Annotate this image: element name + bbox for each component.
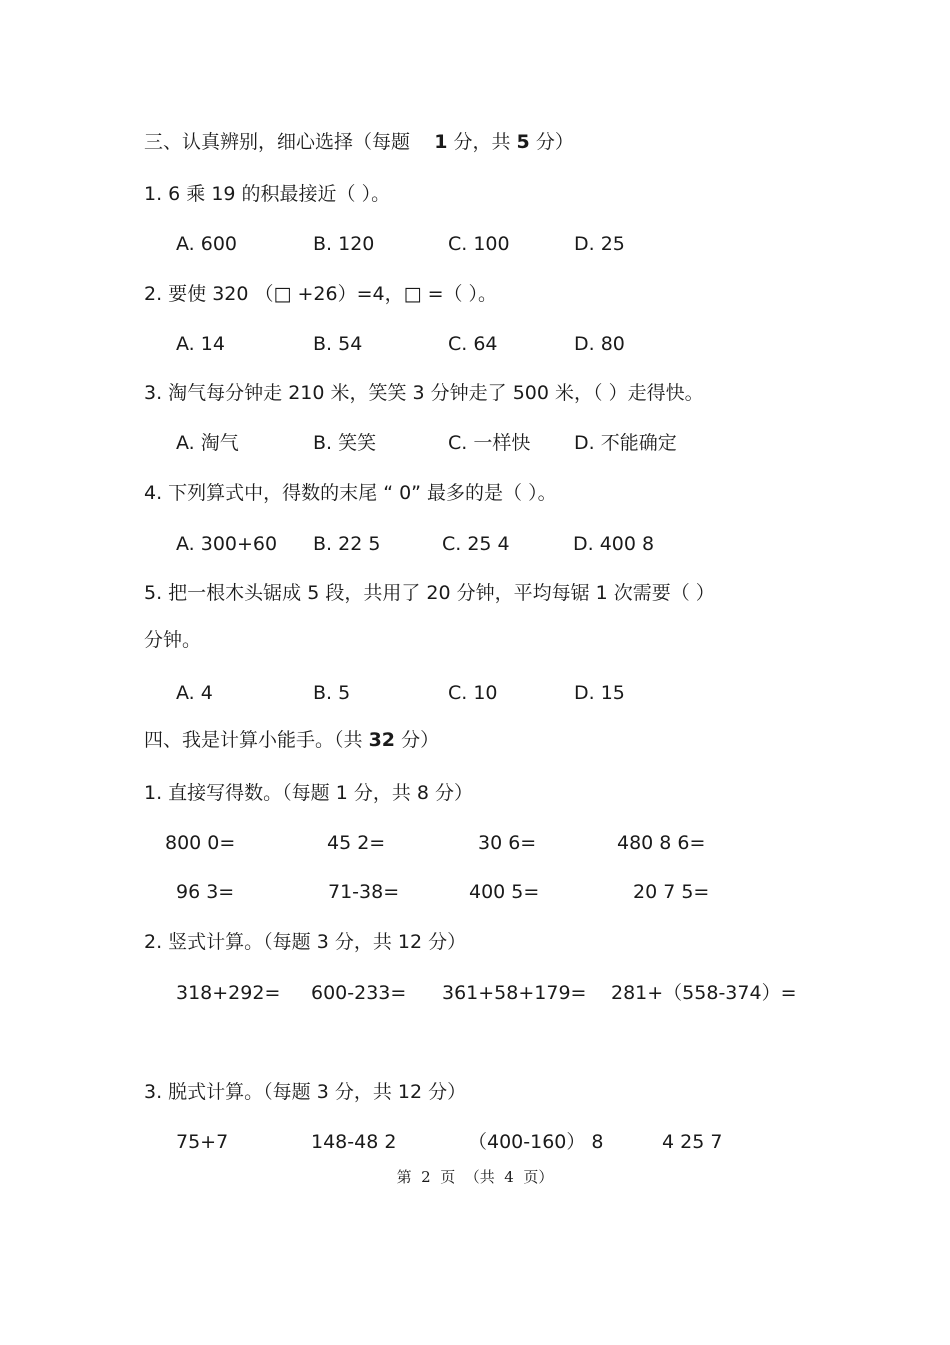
q2-option-a: A. 14 [176,333,225,355]
oral-calc-item: 71-38= [328,881,400,903]
oral-calc-item: 96 3= [176,881,235,903]
q4-option-b: B. 22 5 [313,533,381,555]
question-5: 5. 把一根木头锯成 5 段，共用了 20 分钟，平均每锯 1 次需要（ ） [144,582,715,604]
step-calc-item: 4 25 7 [662,1131,723,1153]
section3-title-e: 分） [535,131,574,153]
vertical-calc-item: 318+292= [176,982,281,1004]
oral-calc-item: 400 5= [469,881,540,903]
q1-option-d: D. 25 [574,233,625,255]
section3-title-c: 分，共 [453,131,511,153]
q4-option-c: C. 25 4 [442,533,510,555]
oral-calc-item: 800 0= [165,832,236,854]
vertical-calc-item: 361+58+179= [442,982,587,1004]
q5-option-b: B. 5 [313,682,351,704]
step-calc-item: 75+7 [176,1131,229,1153]
vertical-calc-item: 281+（558-374）= [611,982,797,1004]
q5-option-a: A. 4 [176,682,213,704]
q2-option-b: B. 54 [313,333,363,355]
q1-option-a: A. 600 [176,233,238,255]
q3-option-c: C. 一样快 [448,432,531,454]
section4-title-a: 四、我是计算小能手。（共 [144,729,363,751]
part3-title: 3. 脱式计算。（每题 3 分，共 12 分） [144,1081,467,1103]
oral-calc-item: 45 2= [327,832,386,854]
step-calc-item: （400-160） 8 [468,1131,604,1153]
q3-option-b: B. 笑笑 [313,432,377,454]
question-3: 3. 淘气每分钟走 210 米，笑笑 3 分钟走了 500 米，（ ）走得快。 [144,382,704,404]
q3-option-d: D. 不能确定 [574,432,677,454]
q1-option-c: C. 100 [448,233,510,255]
section4-points-total: 32 [368,729,396,751]
q5-option-c: C. 10 [448,682,498,704]
question-2: 2. 要使 320 （□ +26）=4，□ =（ ）。 [144,283,498,305]
question-1: 1. 6 乘 19 的积最接近（ ）。 [144,183,391,205]
question-5-continuation: 分钟。 [144,629,202,651]
q1-option-b: B. 120 [313,233,375,255]
page-number: 第 2 页 （共 4 页） [396,1168,554,1186]
q5-option-d: D. 15 [574,682,625,704]
q3-option-a: A. 淘气 [176,432,239,454]
q4-option-d: D. 400 8 [573,533,655,555]
section4-title-c: 分） [401,729,440,751]
part2-title: 2. 竖式计算。（每题 3 分，共 12 分） [144,931,467,953]
section4-title [144,728,439,752]
q2-option-d: D. 80 [574,333,625,355]
part1-title: 1. 直接写得数。（每题 1 分，共 8 分） [144,782,474,804]
section3-points-each: 1 [434,131,448,153]
question-4: 4. 下列算式中，得数的末尾 “ 0” 最多的是（ ）。 [144,482,557,504]
q4-option-a: A. 300+60 [176,533,278,555]
step-calc-item: 148-48 2 [311,1131,397,1153]
section3-title [144,130,574,154]
oral-calc-item: 20 7 5= [633,881,710,903]
section3-points-total: 5 [516,131,530,153]
q2-option-c: C. 64 [448,333,498,355]
oral-calc-item: 480 8 6= [617,832,706,854]
vertical-calc-item: 600-233= [311,982,407,1004]
page-footer [0,1166,950,1188]
section3-title-a: 三、认真辨别，细心选择（每题 [144,131,411,153]
oral-calc-item: 30 6= [478,832,537,854]
